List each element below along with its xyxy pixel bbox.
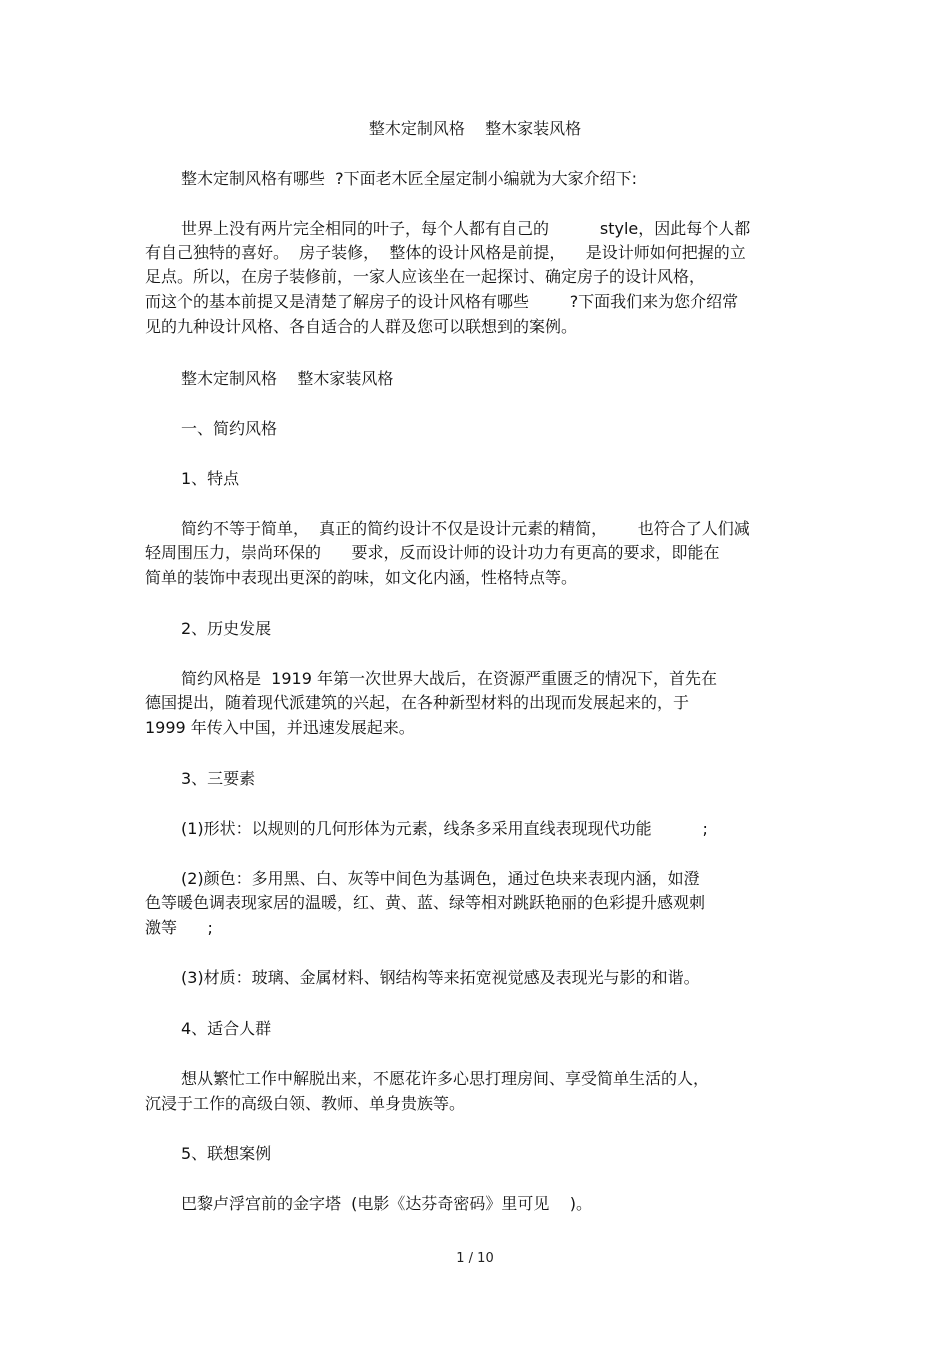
intro-text: 整木定制风格有哪些 ?下面老木匠全屋定制小编就为大家介绍下: [181,169,638,188]
paragraph-line: 而这个的基本前提又是清楚了解房子的设计风格有哪些 ?下面我们来为您介绍常 [145,292,739,311]
paragraph-line: 世界上没有两片完全相同的叶子，每个人都有自己的 style，因此每个人都 [181,219,751,238]
list-item: (2)颜色：多用黑、白、灰等中间色为基调色，通过色块来表现内涵，如澄 [181,869,700,888]
subsection-heading: 3、三要素 [181,769,256,788]
paragraph-line: 德国提出，随着现代派建筑的兴起，在各种新型材料的出现而发展起来的，于 [145,693,690,712]
page-number: 1 / 10 [456,1251,494,1266]
paragraph-line: 简单的装饰中表现出更深的韵味，如文化内涵，性格特点等。 [145,568,578,587]
list-item-continuation: 色等暖色调表现家居的温暖，红、黄、蓝、绿等相对跳跃艳丽的色彩提升感观刺 [145,893,706,912]
paragraph-line: 足点。所以，在房子装修前，一家人应该坐在一起探讨、确定房子的设计风格， [145,267,706,286]
subsection-heading: 5、联想案例 [181,1144,272,1163]
paragraph-line: 有自己独特的喜好。 房子装修， 整体的设计风格是前提， 是设计师如何把握的立 [145,243,746,262]
subtitle: 整木定制风格 整木家装风格 [181,369,394,388]
paragraph-line: 简约不等于简单， 真正的简约设计不仅是设计元素的精简， 也符合了人们减 [181,519,750,538]
paragraph-line: 沉浸于工作的高级白领、教师、单身贵族等。 [145,1094,466,1113]
paragraph-line: 简约风格是 1919 年第一次世界大战后，在资源严重匮乏的情况下，首先在 [181,669,717,688]
paragraph-line: 轻周围压力，崇尚环保的 要求，反而设计师的设计功力有更高的要求，即能在 [145,543,720,562]
paragraph-line: 巴黎卢浮宫前的金字塔 (电影《达芬奇密码》里可见 )。 [181,1194,593,1213]
subsection-heading: 4、适合人群 [181,1019,272,1038]
list-item: (3)材质：玻璃、金属材料、钢结构等来拓宽视觉感及表现光与影的和谐。 [181,968,700,987]
paragraph-line: 想从繁忙工作中解脱出来，不愿花许多心思打理房间、享受简单生活的人， [181,1069,710,1088]
subsection-heading: 2、历史发展 [181,619,272,638]
subsection-heading: 1、特点 [181,469,240,488]
section-heading: 一、简约风格 [181,419,278,438]
paragraph-line: 1999 年传入中国，并迅速发展起来。 [145,718,415,737]
page-title: 整木定制风格 整木家装风格 [368,119,582,138]
list-item-continuation: 激等 ; [145,918,213,937]
paragraph-line: 见的九种设计风格、各自适合的人群及您可以联想到的案例。 [145,317,578,336]
list-item: (1)形状：以规则的几何形体为元素，线条多采用直线表现现代功能 ; [181,819,708,838]
